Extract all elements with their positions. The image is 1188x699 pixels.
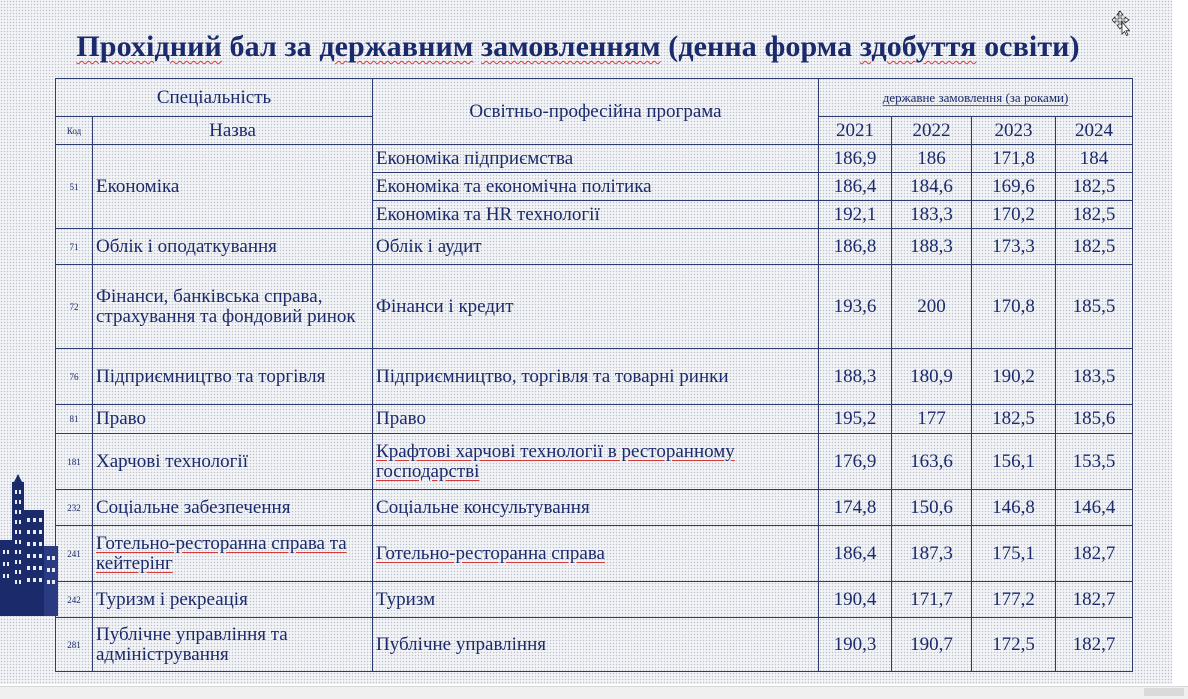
- title-word: (денна форма: [660, 30, 860, 63]
- score-cell: 171,8: [972, 145, 1056, 173]
- table-row: [56, 265, 1133, 349]
- score-cell: 190,7: [892, 618, 972, 672]
- score-cell: 172,5: [972, 618, 1056, 672]
- score-cell: 171,7: [892, 582, 972, 618]
- specialty-code: 232: [56, 490, 93, 526]
- score-cell: 153,5: [1056, 434, 1133, 490]
- horizontal-scrollbar[interactable]: [0, 686, 1188, 699]
- score-cell: 186,4: [819, 173, 892, 201]
- score-cell: 182,7: [1056, 582, 1133, 618]
- specialty-name: Право: [93, 405, 373, 434]
- score-cell: 156,1: [972, 434, 1056, 490]
- specialty-name: Фінанси, банківська справа, страхування та фондовий ринок: [93, 265, 373, 349]
- score-cell: 182,5: [1056, 229, 1133, 265]
- score-cell: 182,7: [1056, 618, 1133, 672]
- title-word: здобуття: [859, 30, 977, 63]
- score-cell: 190,4: [819, 582, 892, 618]
- header-state-order: [819, 79, 1133, 117]
- score-cell: 146,8: [972, 490, 1056, 526]
- score-cell: 175,1: [972, 526, 1056, 582]
- specialty-code: 72: [56, 265, 93, 349]
- score-cell: 184,6: [892, 173, 972, 201]
- program-name-text: Готельно-ресторанна справа: [376, 542, 605, 564]
- program-name-text: Крафтові харчові технології в ресторанному господарстві: [376, 440, 735, 482]
- specialty-name: Харчові технології: [93, 434, 373, 490]
- program-name: Публічне управління: [373, 618, 819, 672]
- score-cell: 186: [892, 145, 972, 173]
- header-program: Освітньо-професійна програма: [373, 79, 819, 145]
- score-cell: 188,3: [819, 349, 892, 405]
- specialty-code: 281: [56, 618, 93, 672]
- program-name: Підприємництво, торгівля та товарні ринки: [373, 349, 819, 405]
- score-cell: 176,9: [819, 434, 892, 490]
- title-word: замовленням: [481, 30, 661, 63]
- score-cell: 186,9: [819, 145, 892, 173]
- score-cell: 182,5: [972, 405, 1056, 434]
- score-cell: 193,6: [819, 265, 892, 349]
- title-word: [473, 30, 481, 63]
- table-row: [56, 229, 1133, 265]
- specialty-code: 81: [56, 405, 93, 434]
- program-name: Право: [373, 405, 819, 434]
- specialty-code: 71: [56, 229, 93, 265]
- table-row: [56, 349, 1133, 405]
- table-row: [56, 618, 1133, 672]
- specialty-code: 241: [56, 526, 93, 582]
- program-name: Фінанси і кредит: [373, 265, 819, 349]
- specialty-name: Публічне управління та адміністрування: [93, 618, 373, 672]
- score-cell: 185,5: [1056, 265, 1133, 349]
- page-title: [0, 30, 1156, 64]
- header-specialty: Спеціальність: [56, 79, 373, 117]
- score-cell: 182,5: [1056, 201, 1133, 229]
- score-cell: 195,2: [819, 405, 892, 434]
- score-cell: 190,3: [819, 618, 892, 672]
- program-name: [373, 434, 819, 490]
- specialty-name: Економіка: [93, 145, 373, 229]
- score-cell: 187,3: [892, 526, 972, 582]
- score-cell: 170,8: [972, 265, 1056, 349]
- program-name: Облік і аудит: [373, 229, 819, 265]
- program-name: Економіка та економічна політика: [373, 173, 819, 201]
- score-cell: 192,1: [819, 201, 892, 229]
- score-cell: 182,7: [1056, 526, 1133, 582]
- header-name: Назва: [93, 117, 373, 145]
- score-cell: 180,9: [892, 349, 972, 405]
- move-cursor-icon: [1112, 10, 1130, 36]
- specialty-name-text: Готельно-ресторанна справа та кейтерінг: [96, 532, 347, 574]
- specialty-code: 51: [56, 145, 93, 229]
- score-cell: 185,6: [1056, 405, 1133, 434]
- scrollbar-thumb[interactable]: [1144, 688, 1184, 696]
- score-cell: 186,4: [819, 526, 892, 582]
- specialty-code: 76: [56, 349, 93, 405]
- title-word: державним: [319, 30, 474, 63]
- specialty-code: 242: [56, 582, 93, 618]
- program-name: Соціальне консультування: [373, 490, 819, 526]
- score-cell: 174,8: [819, 490, 892, 526]
- score-cell: 150,6: [892, 490, 972, 526]
- program-name: Економіка та HR технології: [373, 201, 819, 229]
- score-cell: 184: [1056, 145, 1133, 173]
- table-row: [56, 434, 1133, 490]
- specialty-name: Облік і оподаткування: [93, 229, 373, 265]
- specialty-name: [93, 526, 373, 582]
- score-cell: 183,3: [892, 201, 972, 229]
- university-building-icon: [0, 470, 60, 620]
- score-cell: 190,2: [972, 349, 1056, 405]
- table-row: [56, 490, 1133, 526]
- score-cell: 182,5: [1056, 173, 1133, 201]
- table-row: [56, 526, 1133, 582]
- table-row: [56, 405, 1133, 434]
- score-cell: 146,4: [1056, 490, 1133, 526]
- score-cell: 200: [892, 265, 972, 349]
- score-cell: 177: [892, 405, 972, 434]
- score-cell: 163,6: [892, 434, 972, 490]
- table-row: [56, 145, 1133, 173]
- score-cell: 183,5: [1056, 349, 1133, 405]
- specialty-name: Соціальне забезпечення: [93, 490, 373, 526]
- program-name: Туризм: [373, 582, 819, 618]
- program-name: Економіка підприємства: [373, 145, 819, 173]
- title-word: освіти): [976, 30, 1080, 63]
- title-word: Прохідний: [76, 30, 222, 63]
- specialty-name: Туризм і рекреація: [93, 582, 373, 618]
- score-cell: 173,3: [972, 229, 1056, 265]
- header-state-order-label: державне замовлення (за роками): [882, 89, 1069, 105]
- program-name: [373, 526, 819, 582]
- specialty-code: 181: [56, 434, 93, 490]
- header-year: 2023: [972, 117, 1056, 145]
- title-word: бал за: [221, 30, 320, 63]
- score-cell: 170,2: [972, 201, 1056, 229]
- header-year: 2022: [892, 117, 972, 145]
- header-code: Код: [56, 117, 93, 145]
- score-cell: 177,2: [972, 582, 1056, 618]
- score-cell: 186,8: [819, 229, 892, 265]
- score-cell: 169,6: [972, 173, 1056, 201]
- table-row: [56, 582, 1133, 618]
- specialty-name: Підприємництво та торгівля: [93, 349, 373, 405]
- admission-score-table: [55, 78, 1133, 672]
- header-year: 2021: [819, 117, 892, 145]
- score-cell: 188,3: [892, 229, 972, 265]
- header-year: 2024: [1056, 117, 1133, 145]
